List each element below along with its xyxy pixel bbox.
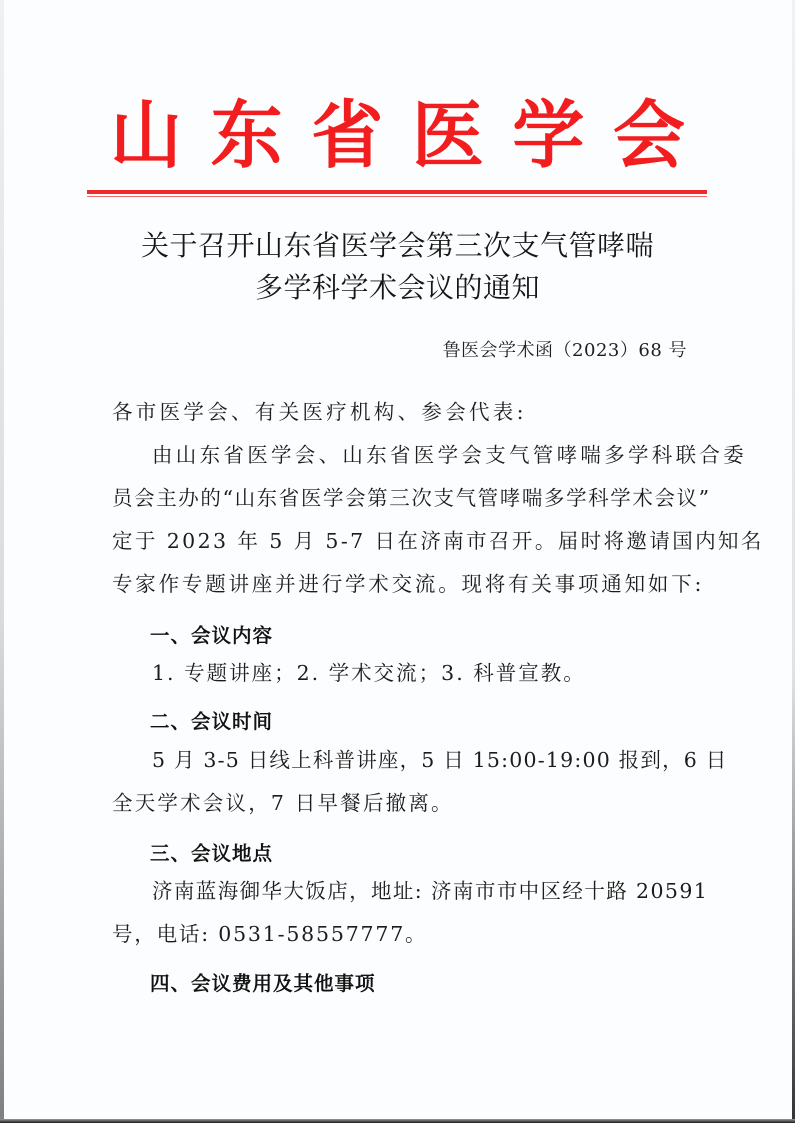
letterhead-char: 省 bbox=[311, 91, 384, 178]
section-location-line: 号，电话: 0531-58557777。 bbox=[112, 922, 428, 946]
letterhead-char: 医 bbox=[411, 91, 484, 178]
section-heading-content: 一、会议内容 bbox=[150, 624, 274, 647]
intro-paragraph-line: 专家作专题讲座并进行学术交流。现将有关事项通知如下: bbox=[112, 572, 705, 596]
section-heading-time: 二、会议时间 bbox=[150, 710, 274, 733]
document-title-line-2: 多学科学术会议的通知 bbox=[254, 271, 540, 304]
intro-paragraph-line: 定于 2023 年 5 月 5-7 日在济南市召开。届时将邀请国内知名 bbox=[112, 529, 764, 553]
letterhead-char: 会 bbox=[612, 91, 685, 178]
document-reference-number: 鲁医会学术函（2023）68 号 bbox=[442, 340, 687, 361]
section-content-line: 1. 专题讲座；2. 学术交流；3. 科普宣教。 bbox=[152, 661, 586, 685]
salutation: 各市医学会、有关医疗机构、参会代表: bbox=[112, 400, 527, 424]
scan-edge-bottom bbox=[0, 1119, 795, 1123]
intro-paragraph-line: 由山东省医学会、山东省医学会支气管哮喘多学科联合委 bbox=[152, 443, 747, 467]
section-heading-location: 三、会议地点 bbox=[150, 842, 274, 865]
section-heading-fees: 四、会议费用及其他事项 bbox=[150, 972, 376, 995]
letterhead-organization-name bbox=[110, 92, 685, 178]
document-title-line-1: 关于召开山东省医学会第三次支气管哮喘 bbox=[140, 229, 654, 262]
section-time-line: 5 月 3-5 日线上科普讲座，5 日 15:00-19:00 报到，6 日 bbox=[152, 748, 728, 772]
scan-edge-left bbox=[0, 0, 4, 1123]
section-location-line: 济南蓝海御华大饭店，地址: 济南市市中区经十路 20591 bbox=[152, 879, 709, 903]
letterhead-divider-thick bbox=[87, 190, 707, 194]
letterhead-char: 山 bbox=[110, 91, 183, 178]
letterhead-char: 东 bbox=[210, 91, 283, 178]
intro-paragraph-line: 员会主办的“山东省医学会第三次支气管哮喘多学科学术会议” bbox=[112, 486, 711, 510]
letterhead-char: 学 bbox=[512, 91, 585, 178]
letterhead-divider-thin bbox=[87, 196, 707, 197]
section-time-line: 全天学术会议，7 日早餐后撤离。 bbox=[112, 791, 454, 815]
